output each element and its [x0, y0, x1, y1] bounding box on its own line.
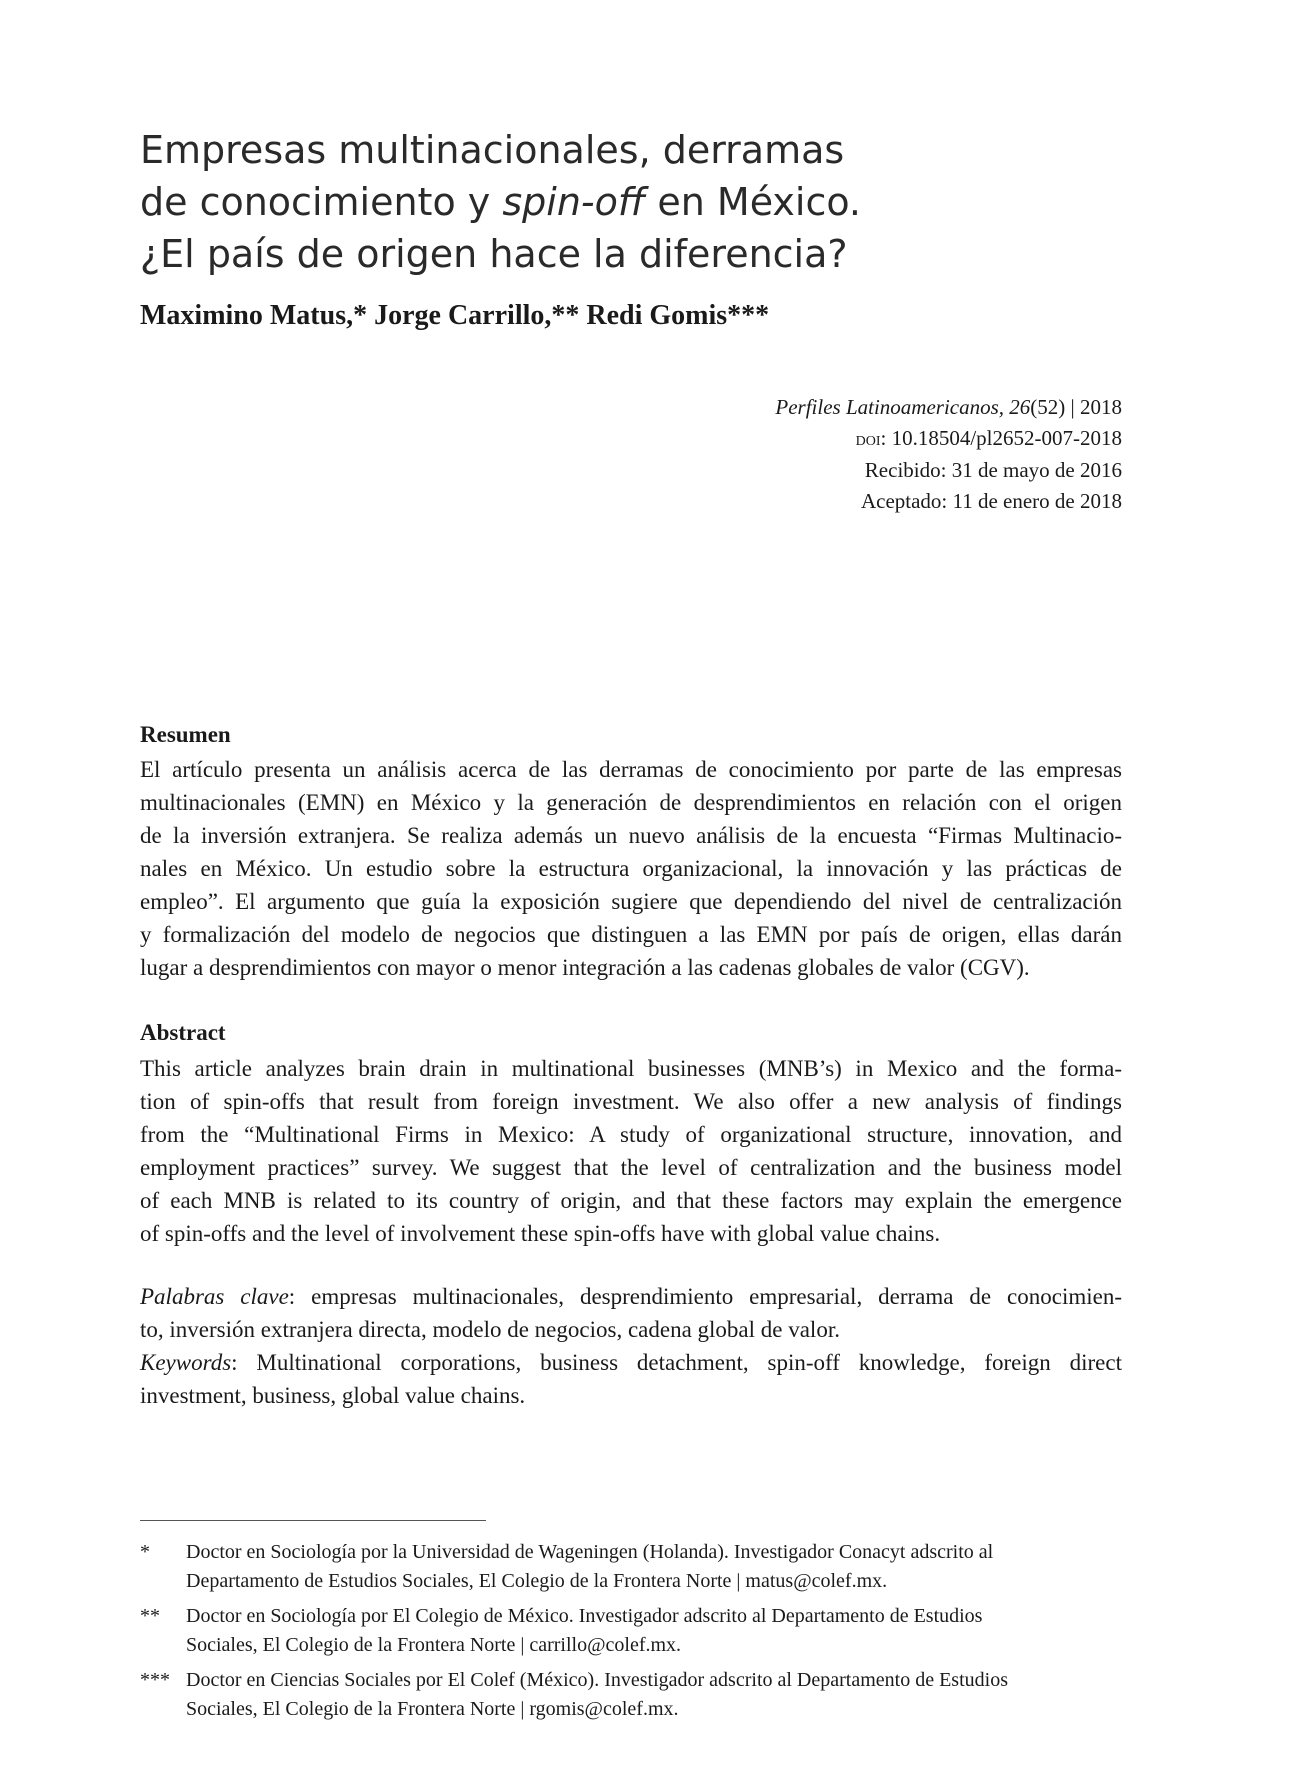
abstract-line: from the “Multinational Firms in Mexico: A study of organizational structure, innovation, and	[140, 1122, 1122, 1147]
title-line-2-pre: de conocimiento y	[140, 180, 503, 224]
received-date: Recibido: 31 de mayo de 2016	[864, 458, 1122, 482]
author-2-footnote-mark[interactable]: **	[551, 300, 580, 331]
footnote-marker: *	[140, 1541, 150, 1563]
footnote-line: Doctor en Sociología por El Colegio de México. Investigador adscrito al Departamento de Estudios	[186, 1605, 983, 1627]
keywords-text-1: : Multinational corporations, business detachment, spin-off knowledge, foreign direct	[231, 1350, 1122, 1375]
author-3: Redi Gomis	[579, 300, 728, 331]
title-line-1: Empresas multinacionales, derramas	[140, 128, 845, 172]
footnote-line: Doctor en Sociología por la Universidad de Wageningen (Holanda). Investigador Conacyt adscrito al	[186, 1541, 994, 1563]
keywords-line-1	[140, 1346, 1122, 1379]
title-line-3: ¿El país de origen hace la diferencia?	[140, 232, 848, 276]
author-1: Maximino Matus,	[140, 300, 354, 331]
palabras-clave-label: Palabras clave	[140, 1284, 289, 1309]
footnote-line: Sociales, El Colegio de la Frontera Norte | carrillo@colef.mx.	[186, 1634, 682, 1656]
author-2: Jorge Carrillo,	[367, 300, 552, 331]
footnote-line: Departamento de Estudios Sociales, El Colegio de la Frontera Norte | matus@colef.mx.	[186, 1570, 888, 1592]
abstract-line: employment practices” survey. We suggest that the level of centralization and the business model	[140, 1155, 1122, 1180]
footnote-text	[186, 1666, 1122, 1724]
abstract-line: of each MNB is related to its country of origin, and that these factors may explain the emergence	[140, 1188, 1122, 1213]
footnote-divider	[140, 1520, 486, 1521]
publication-metadata	[602, 392, 1122, 517]
palabras-clave-line-2: to, inversión extranjera directa, modelo de negocios, cadena global de valor.	[140, 1317, 840, 1342]
doi-line	[602, 423, 1122, 455]
keywords-block	[140, 1280, 1122, 1412]
palabras-clave-text-1: : empresas multinacionales, desprendimiento empresarial, derrama de conocimien-	[288, 1284, 1122, 1309]
footnote-marker: **	[140, 1605, 160, 1627]
resumen-line: lugar a desprendimientos con mayor o menor integración a las cadenas globales de valor (CGV).	[140, 955, 1030, 980]
author-list	[140, 300, 769, 332]
abstract-line: of spin-offs and the level of involvement these spin-offs have with global value chains.	[140, 1221, 941, 1246]
title-line-2	[140, 176, 1040, 228]
journal-issue: (52) | 2018	[1030, 395, 1122, 419]
footnote-text	[186, 1602, 1122, 1660]
keywords-line-2: investment, business, global value chains.	[140, 1383, 526, 1408]
title-spin-off: spin-off	[502, 180, 646, 224]
abstract-line: tion of spin-offs that result from foreign investment. We also offer a new analysis of findings	[140, 1089, 1122, 1114]
article-title	[140, 124, 1040, 280]
resumen-line: y formalización del modelo de negocios que distinguen a las EMN por país de origen, ellas darán	[140, 922, 1122, 947]
footnote-line: Doctor en Ciencias Sociales por El Colef (México). Investigador adscrito al Departamento de Estudios	[186, 1669, 1008, 1691]
footnote-text	[186, 1538, 1122, 1596]
footnote-marker: ***	[140, 1669, 170, 1691]
abstract-line: This article analyzes brain drain in multinational businesses (MNB’s) in Mexico and the forma-	[140, 1056, 1122, 1081]
journal-name: Perfiles Latinoamericanos, 26	[775, 395, 1031, 419]
journal-citation	[602, 392, 1122, 423]
abstract-body	[140, 1052, 1122, 1250]
resumen-line: de la inversión extranjera. Se realiza además un nuevo análisis de la encuesta “Firmas Multinacio-	[140, 823, 1122, 848]
doi-label: doi	[855, 428, 881, 450]
author-1-footnote-mark[interactable]: *	[353, 300, 368, 331]
resumen-line: empleo”. El argumento que guía la exposición sugiere que dependiendo del nivel de centralización	[140, 889, 1122, 914]
resumen-line: nales en México. Un estudio sobre la estructura organizacional, la innovación y las prácticas de	[140, 856, 1122, 881]
resumen-line: multinacionales (EMN) en México y la generación de desprendimientos en relación con el origen	[140, 790, 1122, 815]
title-line-2-post: en México.	[645, 180, 862, 224]
footnote-line: Sociales, El Colegio de la Frontera Norte | rgomis@colef.mx.	[186, 1698, 679, 1720]
resumen-heading: Resumen	[140, 722, 231, 747]
resumen-line: El artículo presenta un análisis acerca de las derramas de conocimiento por parte de las empresas	[140, 757, 1122, 782]
accepted-date: Aceptado: 11 de enero de 2018	[860, 489, 1122, 513]
abstract-heading: Abstract	[140, 1020, 226, 1045]
keywords-label: Keywords	[140, 1350, 232, 1375]
palabras-clave-line-1	[140, 1280, 1122, 1313]
doi-value[interactable]: : 10.18504/pl2652-007-2018	[880, 426, 1122, 450]
resumen-body	[140, 753, 1122, 984]
author-3-footnote-mark[interactable]: ***	[727, 300, 770, 331]
